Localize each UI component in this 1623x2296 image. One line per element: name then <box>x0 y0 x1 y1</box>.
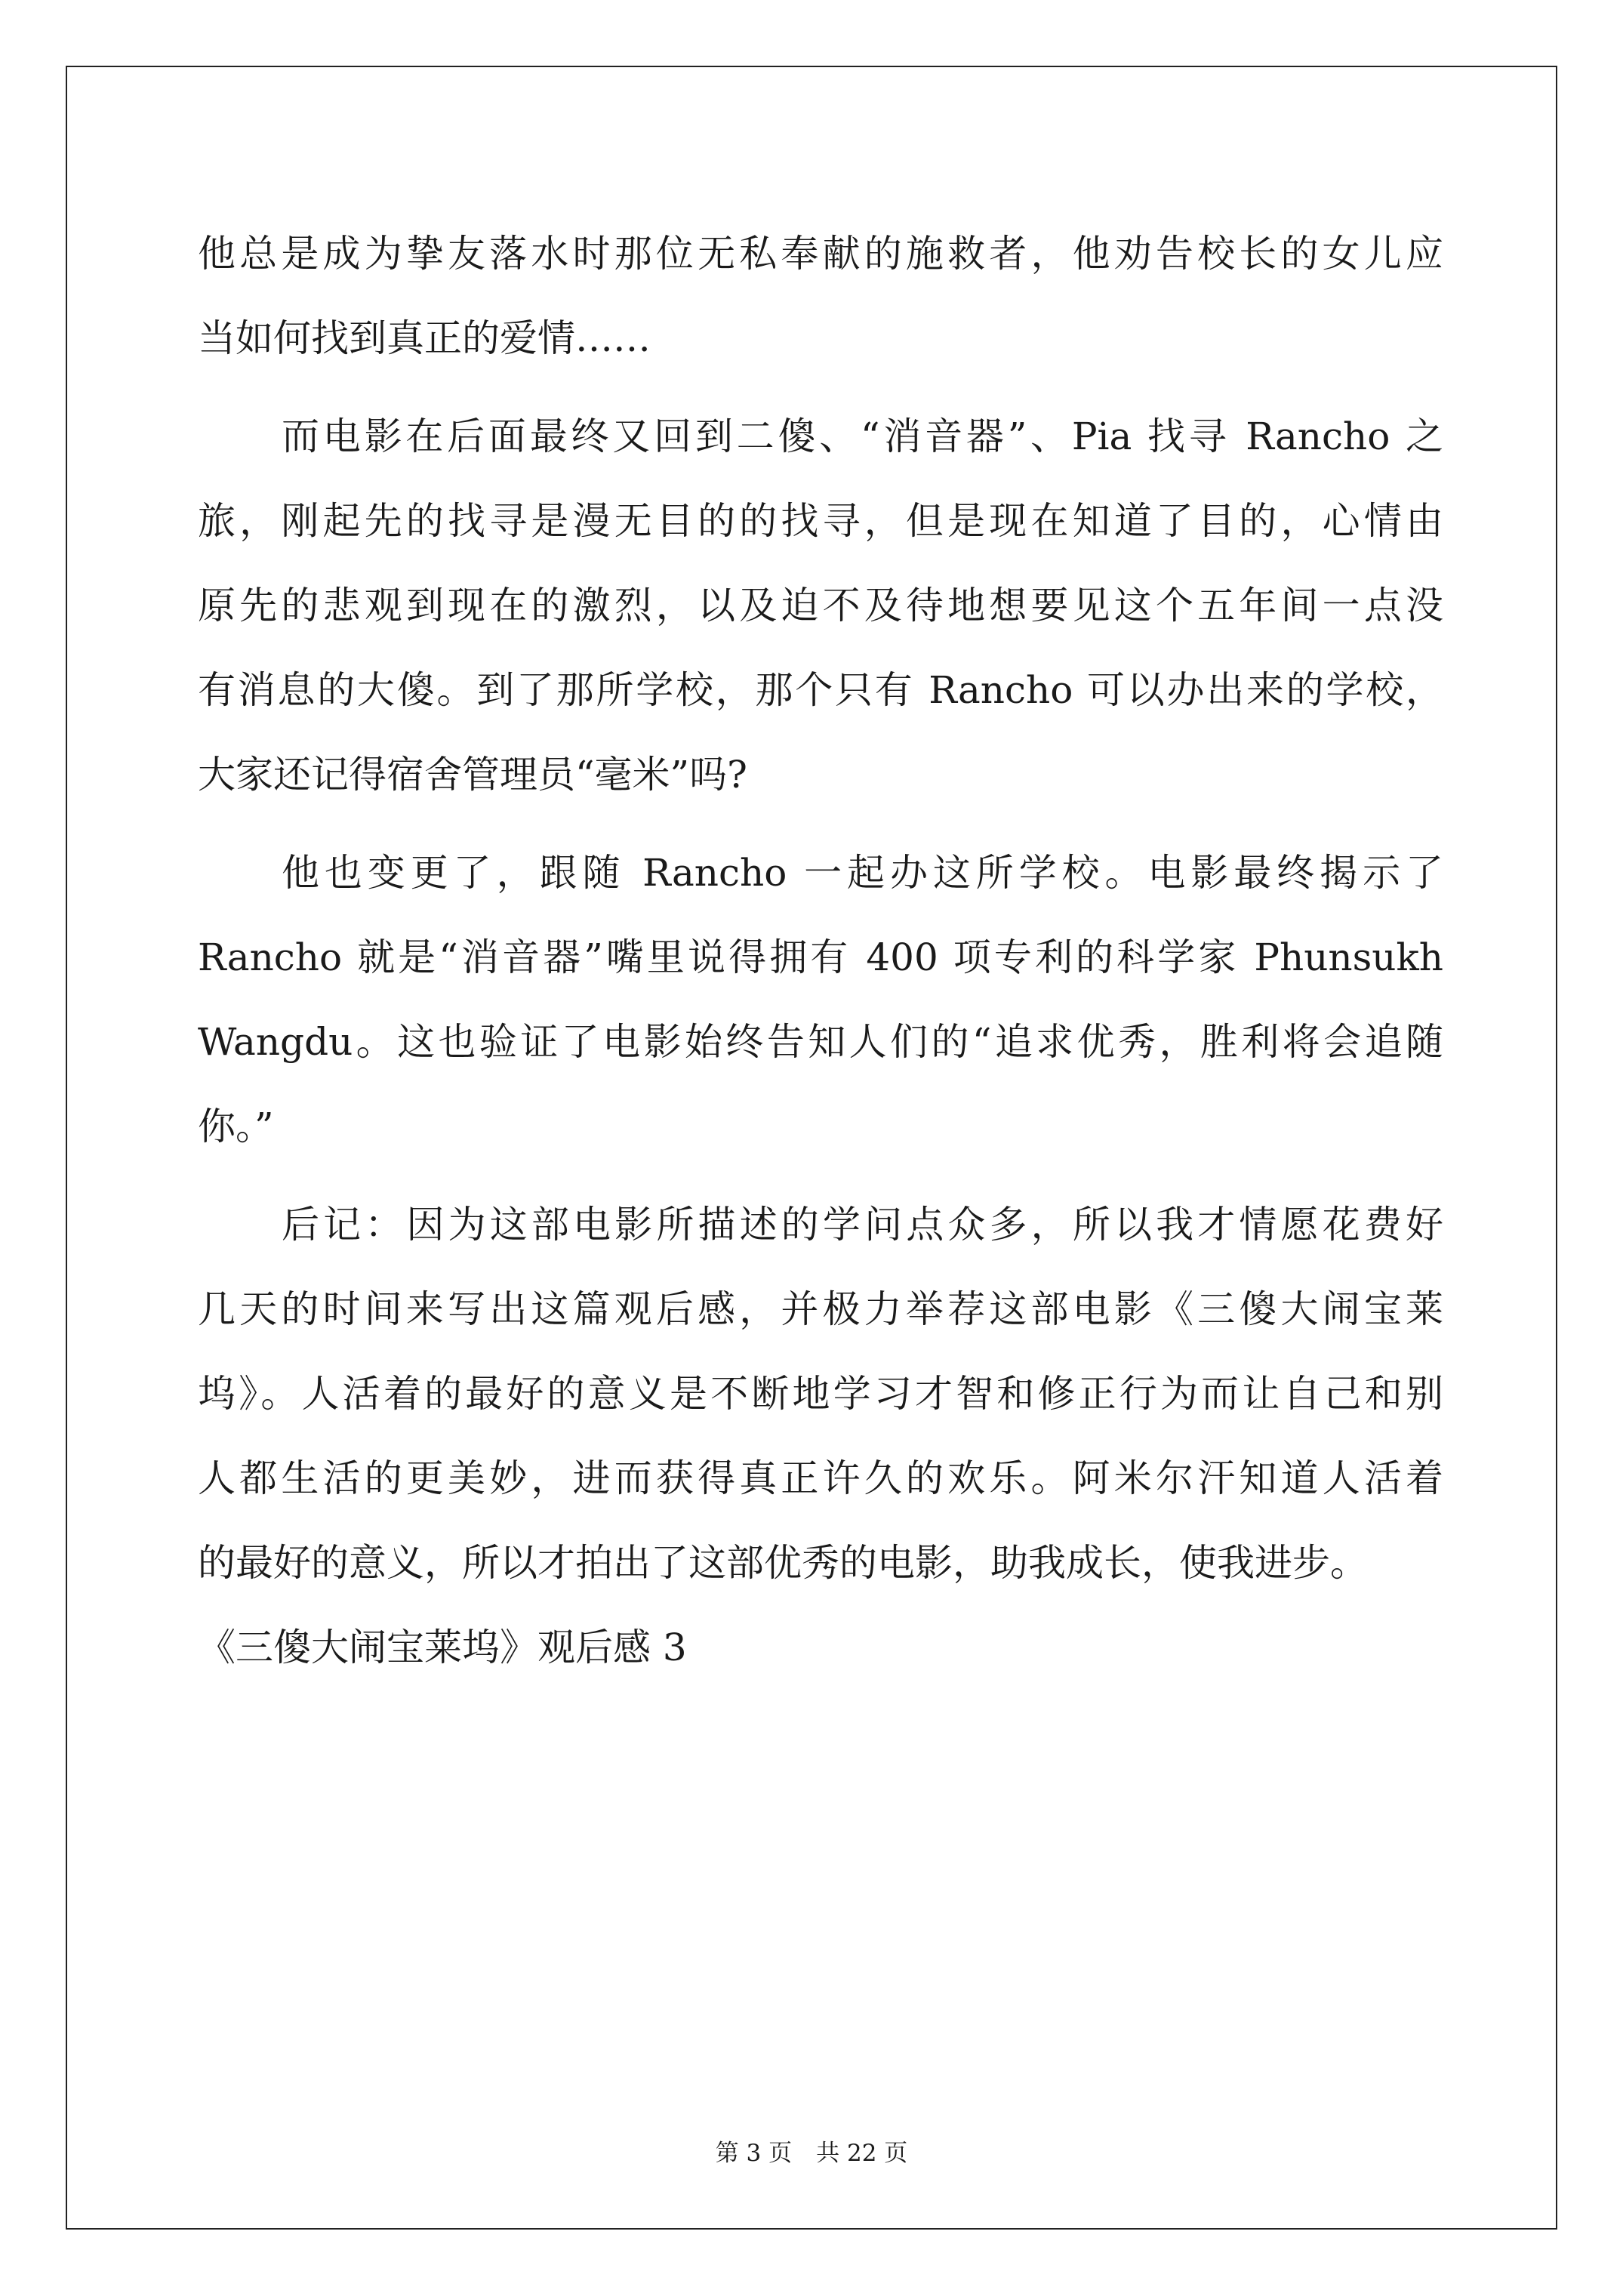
text-line: Wangdu。这也验证了电影始终告知人们的“追求优秀，胜利将会追随 <box>198 1020 1443 1064</box>
text-line: 你。” <box>198 1105 274 1148</box>
text-line: 的最好的意义，所以才拍出了这部优秀的电影，助我成长，使我进步。 <box>198 1541 1368 1585</box>
paragraph <box>198 1182 1443 1605</box>
paragraph <box>198 211 1443 381</box>
text-line: 人都生活的更美妙，进而获得真正许久的欢乐。阿米尔汗知道人活着 <box>198 1456 1443 1500</box>
text-line: 而电影在后面最终又回到二傻、“消音器”、Pia 找寻 Rancho 之 <box>282 415 1443 458</box>
text-line: 他也变更了，跟随 Rancho 一起办这所学校。电影最终揭示了 <box>282 851 1443 895</box>
document-body <box>198 211 1443 1690</box>
paragraph <box>198 831 1443 1169</box>
text-line: 后记：因为这部电影所描述的学问点众多，所以我才情愿花费好 <box>282 1203 1443 1247</box>
text-line: 大家还记得宿舍管理员“毫米”吗? <box>198 753 747 797</box>
text-line: 坞》。人活着的最好的意义是不断地学习才智和修正行为而让自己和别 <box>198 1372 1443 1416</box>
text-line: 原先的悲观到现在的激烈，以及迫不及待地想要见这个五年间一点没 <box>198 584 1443 627</box>
text-line: 当如何找到真正的爱情…… <box>198 316 651 360</box>
text-line: 几天的时间来写出这篇观后感，并极力举荐这部电影《三傻大闹宝莱 <box>198 1287 1443 1331</box>
text-line: 旅，刚起先的找寻是漫无目的的找寻，但是现在知道了目的，心情由 <box>198 499 1443 543</box>
page-total: 共 22 页 <box>816 2140 908 2167</box>
text-line: Rancho 就是“消音器”嘴里说得拥有 400 项专利的科学家 Phunsukh <box>198 935 1443 979</box>
section-heading: 《三傻大闹宝莱坞》观后感 3 <box>198 1626 687 1669</box>
paragraph <box>198 394 1443 817</box>
text-line: 有消息的大傻。到了那所学校，那个只有 Rancho 可以办出来的学校， <box>198 668 1443 712</box>
page-footer <box>0 2138 1623 2168</box>
text-line: 他总是成为挚友落水时那位无私奉献的施救者，他劝告校长的女儿应 <box>198 232 1443 276</box>
page-number: 第 3 页 <box>715 2140 793 2167</box>
